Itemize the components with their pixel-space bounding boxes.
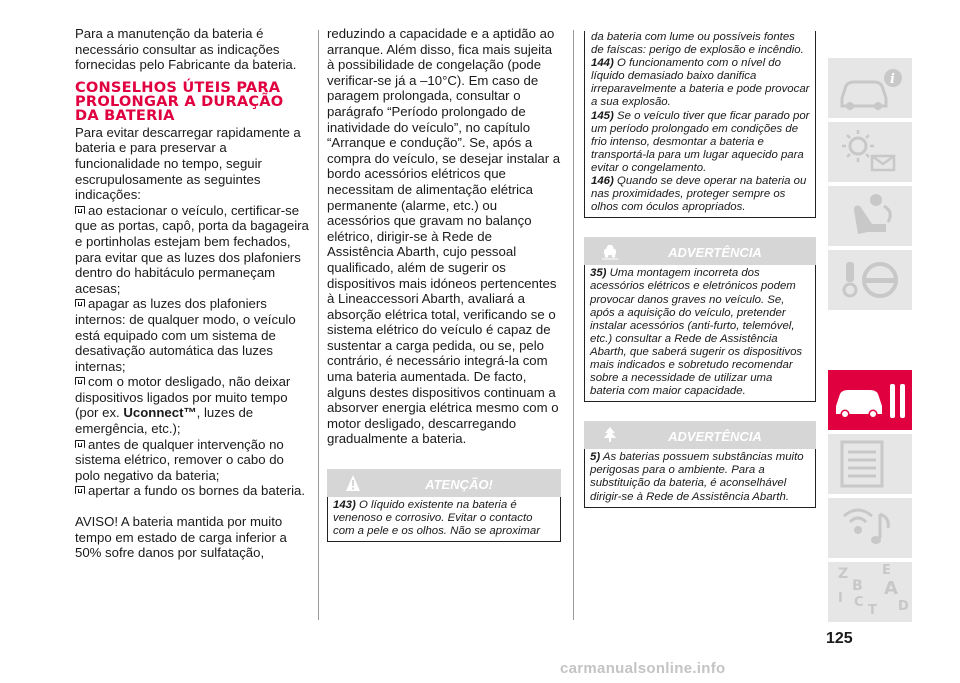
- alphabet-index-icon: [828, 562, 912, 622]
- tab-airbag-seat[interactable]: [828, 186, 912, 246]
- index-letter: E: [882, 563, 891, 578]
- bullet-icon: [75, 486, 85, 494]
- attention-note: 143) O líquido existente na bateria é venenoso e corrosivo. Evitar o contacto com a pele e os olhos. Não se aproximar: [327, 497, 561, 542]
- environment-title: ADVERTÊNCIA: [668, 429, 762, 445]
- index-letter: T: [868, 603, 877, 618]
- watermark: carmanualsonline.info: [560, 660, 726, 677]
- car-info-icon: [828, 58, 912, 118]
- tab-key-steering[interactable]: [828, 250, 912, 310]
- svg-text:i: i: [890, 72, 895, 87]
- attention-note-continued: [584, 31, 816, 218]
- document-list-icon: [828, 434, 912, 494]
- index-letter: I: [838, 591, 843, 606]
- column-2: [327, 26, 561, 542]
- key-steering-icon: [828, 250, 912, 310]
- tab-warning-lights[interactable]: [828, 122, 912, 182]
- column-divider: [573, 30, 574, 620]
- bullet-item: com o motor desligado, não deixar dispositivos ligados por muito tempo (por ex. Uconnect™, luzes de emergência, etc.);: [75, 374, 291, 437]
- environment-header: [584, 421, 816, 449]
- airbag-seat-icon: [828, 186, 912, 246]
- bullet-icon: [75, 377, 85, 385]
- index-letter: C: [854, 595, 864, 610]
- index-letter: B: [852, 578, 863, 594]
- media-music-icon: [828, 498, 912, 558]
- column-3: [584, 31, 816, 508]
- tab-car-info[interactable]: [828, 58, 912, 118]
- bullet-icon: [75, 206, 85, 214]
- tab-document-list[interactable]: [828, 434, 912, 494]
- uconnect-brand: Uconnect™: [123, 405, 197, 421]
- warning-header: [584, 237, 816, 265]
- note-item: 145) Se o veículo tiver que ficar parado por um período prolongado em condições de frio intenso, desmontar a bateria e transportá-la para um lugar aquecido para evitar o congelamento.: [591, 109, 810, 174]
- index-letter: D: [898, 599, 909, 614]
- note-item: 144) O funcionamento com o nível do líquido demasiado baixo danifica irreparavelmente a bateria e pode provocar a sua explosão.: [591, 57, 810, 109]
- bullet-item: apagar as luzes dos plafoniers internos: de qualquer modo, o veículo está equipado com um sistema de desativação automática das luzes internas;: [75, 296, 296, 374]
- note-item: 146) Quando se deve operar na bateria ou nas proximidades, proteger sempre os olhos com óculos apropriados.: [591, 175, 807, 214]
- warning-title: ADVERTÊNCIA: [668, 245, 762, 261]
- environment-note: 5) As baterias possuem substâncias muito perigosas para o ambiente. Para a substituição da bateria, é aconselhável dirigir-se à Rede de Assistência Abarth.: [584, 449, 816, 507]
- attention-header: [327, 469, 561, 497]
- bullet-item: ao estacionar o veículo, certificar-se que as portas, capô, porta da bagageira e portinholas estejam bem fechados, para evitar que as luzes dos plafoniers dentro do habitáculo permaneçam acesas;: [75, 202, 309, 296]
- bullet-item: antes de qualquer intervenção no sistema elétrico, remover o cabo do polo negativo da bateria;: [75, 436, 284, 483]
- index-letter: A: [884, 578, 898, 599]
- warning-lights-icon: [828, 122, 912, 182]
- bullet-icon: [75, 299, 85, 307]
- tab-alphabet-index[interactable]: [828, 562, 912, 622]
- car-service-icon: [828, 370, 912, 430]
- tab-car-service[interactable]: [828, 370, 912, 430]
- note-number: 143): [333, 499, 356, 512]
- tab-media-music[interactable]: [828, 498, 912, 558]
- index-letter: Z: [838, 566, 849, 582]
- body-paragraph: reduzindo a capacidade e a aptidão ao arranque. Além disso, fica mais sujeita à possibilidade de congelação (pode verificar-se já a –10°C). Em caso de paragem prolongada, consultar o parágrafo “Período prolongado de inatividade do veículo”, no capítulo “Arranque e condução”. Se, após a compra do veículo, se desejar instalar a bordo acessórios elétricos que necessitam de alimentação elétrica permanente (alarme, etc.) ou acessórios que gravam no balanço elétrico, dirigir-se à Rede de Assistência Abarth, cujo pessoal qualificado, além de sugerir os dispositivos mais idóneos pertencentes à Lineaccessori Abarth, avaliará a absorção elétrica total, verificando se o sistema elétrico do veículo é capaz de sustentar a carga pedida, ou se, pelo contrário, é necessário integrá-la com uma bateria aumentada. De facto, alguns destes dispositivos continuam a absorver energia elétrica mesmo com o motor desligado, descarregando gradualmente a bateria.: [327, 26, 561, 447]
- aviso-paragraph: AVISO! A bateria mantida por muito tempo em estado de carga inferior a 50% sofre danos por sulfatação,: [75, 514, 287, 561]
- section-heading: CONSELHOS ÚTEIS PARA PROLONGAR A DURAÇÃO DA BATERIA: [75, 78, 284, 124]
- bullet-item: apertar a fundo os bornes da bateria.: [75, 483, 309, 499]
- warning-note: 35) Uma montagem incorreta dos acessórios elétricos e eletrónicos podem provocar danos graves no veículo. Se, após a aquisição do veículo, pretender instalar acessórios (anti-furto, telemóvel, etc.) consultar a Rede de Assistência Abarth, que saberá sugerir os dispositivos mais indicados e sobretudo recomendar sobre a necessidade de utilizar uma bateria com maior capacidade.: [584, 265, 816, 402]
- attention-title: ATENÇÃO!: [425, 477, 493, 493]
- intro-paragraph: Para a manutenção da bateria é necessário consultar as indicações fornecidas pelo Fabricante da bateria.: [75, 26, 297, 73]
- tips-intro: Para evitar descarregar rapidamente a bateria e para preservar a funcionalidade no tempo, seguir escrupulosamente as seguintes indicações:: [75, 124, 301, 203]
- page-number: 125: [826, 630, 853, 647]
- column-1: [75, 26, 309, 561]
- note-text: da bateria com lume ou possíveis fontes de faíscas: perigo de explosão e incêndio.: [591, 31, 804, 57]
- column-divider: [318, 30, 319, 620]
- bullet-icon: [75, 440, 85, 448]
